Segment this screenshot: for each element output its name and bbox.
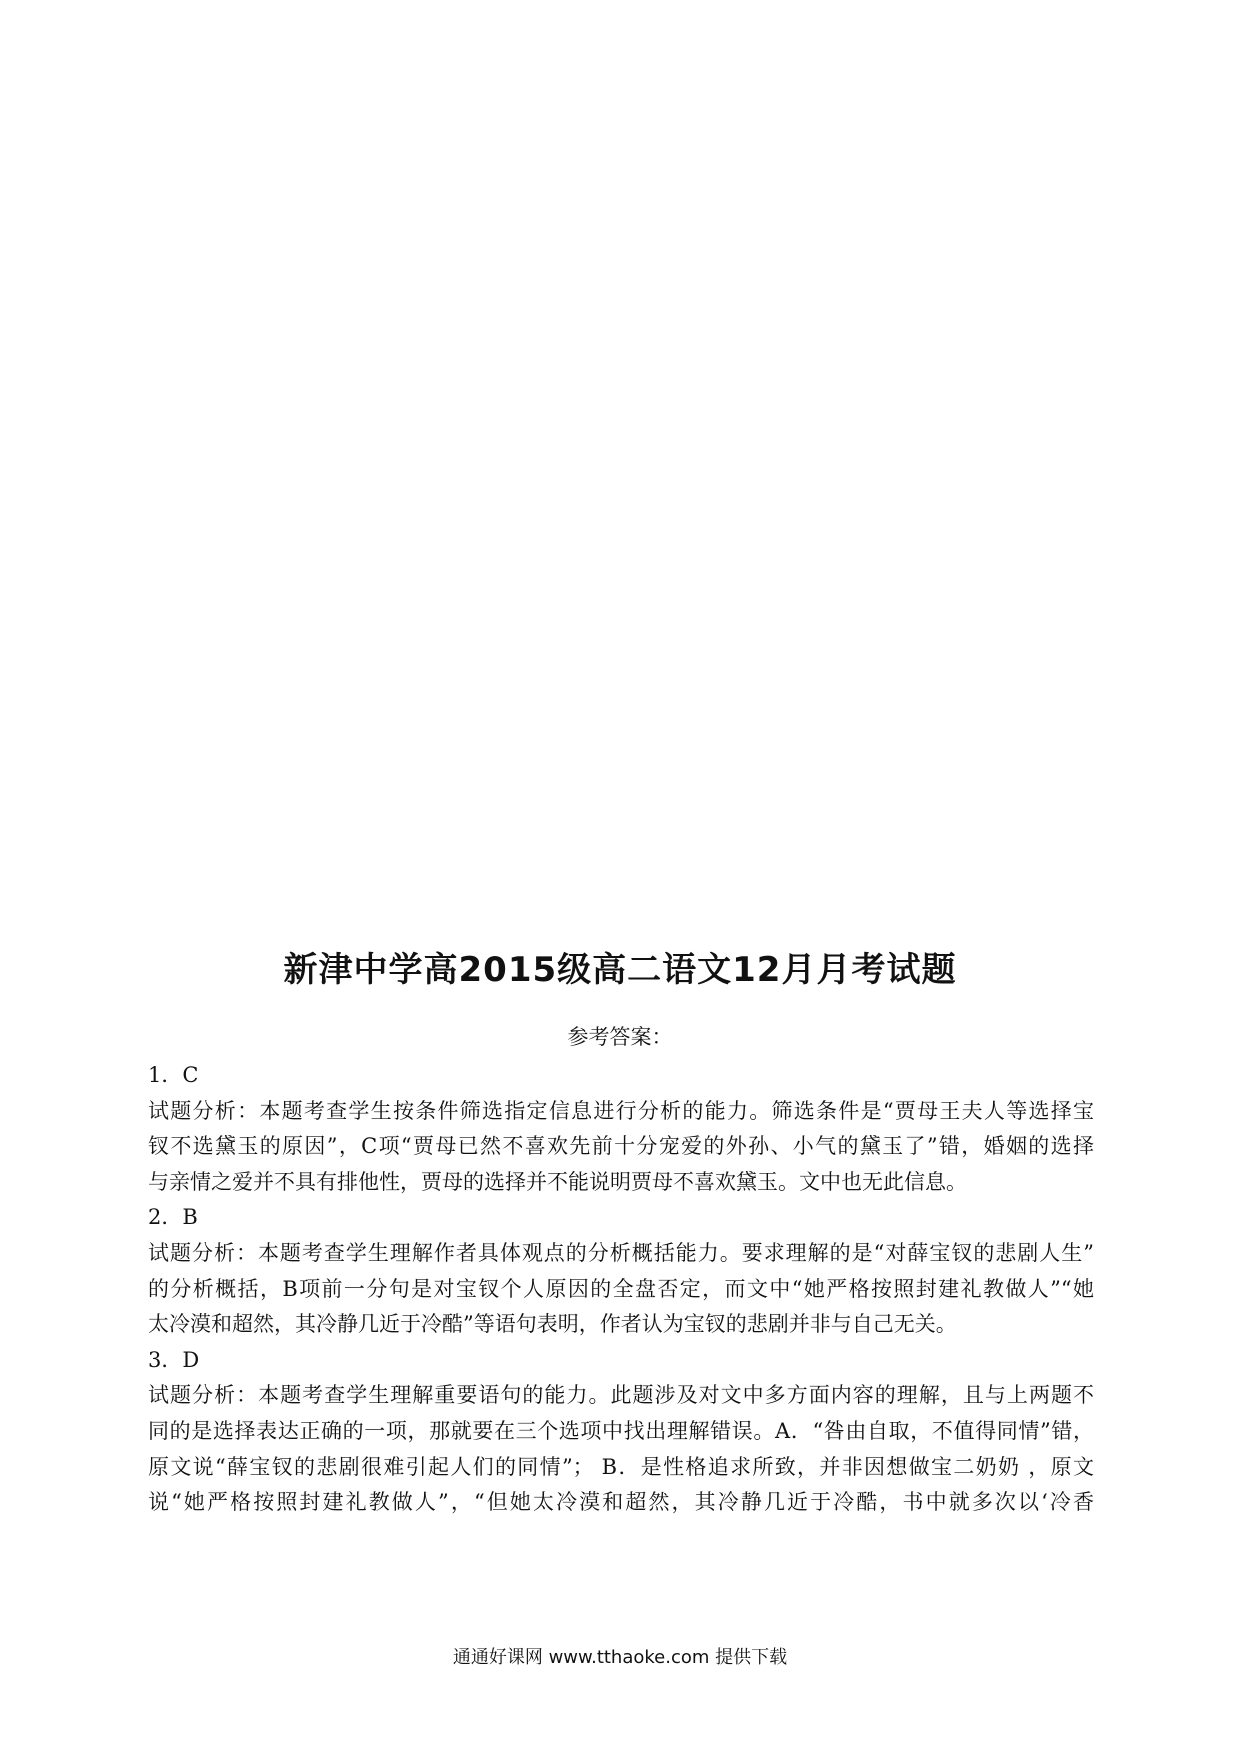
analysis-line: 试题分析：本题考查学生理解重要语句的能力。此题涉及对文中多方面内容的理解，且与上两题不 xyxy=(148,1383,1094,1408)
analysis-line: 同的是选择表达正确的一项，那就要在三个选项中找出理解错误。A．“咎由自取，不值得同情”错， xyxy=(148,1418,1094,1443)
analysis-line: 说“她严格按照封建礼教做人”，“但她太冷漠和超然，其冷静几近于冷酷，书中就多次以‘冷香 xyxy=(148,1490,1094,1515)
answer-number: 1．C xyxy=(148,1063,199,1087)
answer-number: 2．B xyxy=(148,1205,198,1230)
analysis-line: 太冷漠和超然，其冷静几近于冷酷”等语句表明，作者认为宝钗的悲剧并非与自己无关。 xyxy=(148,1312,957,1337)
analysis-line: 试题分析：本题考查学生理解作者具体观点的分析概括能力。要求理解的是“对薛宝钗的悲剧人生” xyxy=(148,1240,1094,1265)
answers-body xyxy=(148,1058,1094,1521)
answer-item xyxy=(148,1200,1094,1342)
analysis-line: 试题分析：本题考查学生按条件筛选指定信息进行分析的能力。筛选条件是“贾母王夫人等选择宝 xyxy=(148,1098,1094,1123)
analysis-line: 与亲情之爱并不具有排他性，贾母的选择并不能说明贾母不喜欢黛玉。文中也无此信息。 xyxy=(148,1169,967,1194)
analysis-line: 钗不选黛玉的原因”，C项“贾母已然不喜欢先前十分宠爱的外孙、小气的黛玉了”错，婚姻的选择 xyxy=(148,1134,1094,1159)
answers-heading: 参考答案： xyxy=(567,1025,673,1049)
document-title: 新津中学高2015级高二语文12月月考试题 xyxy=(283,950,957,990)
analysis-line: 的分析概括，B项前一分句是对宝钗个人原因的全盘否定，而文中“她严格按照封建礼教做人”“她 xyxy=(148,1276,1094,1301)
answer-number: 3．D xyxy=(148,1347,200,1372)
answer-item xyxy=(148,1058,1094,1200)
page-footer: 通通好课网 www.tthaoke.com 提供下载 xyxy=(452,1647,788,1668)
answer-item xyxy=(148,1343,1094,1521)
analysis-line: 原文说“薛宝钗的悲剧很难引起人们的同情”； B．是性格追求所致，并非因想做宝二奶奶 ，原文 xyxy=(148,1454,1094,1479)
